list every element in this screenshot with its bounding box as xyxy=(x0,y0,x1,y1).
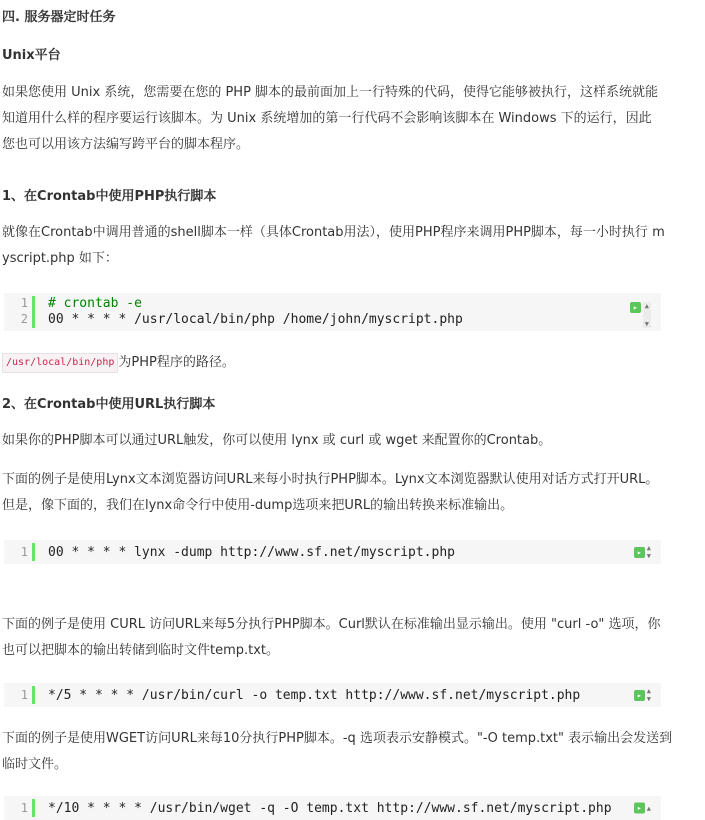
code-block-curl xyxy=(4,683,661,707)
code-line: 00 * * * * /usr/local/bin/php /home/john/myscript.php xyxy=(48,312,463,327)
gutter-bar xyxy=(32,686,35,704)
wget-para-line: 临时文件。 xyxy=(2,757,68,772)
code-block-wget xyxy=(4,796,661,820)
code-line: */10 * * * * /usr/bin/wget -q -O temp.txt http://www.sf.net/myscript.php xyxy=(48,801,612,816)
code-line: */5 * * * * /usr/bin/curl -o temp.txt http://www.sf.net/myscript.php xyxy=(48,688,581,703)
line-number: 1 xyxy=(20,688,28,702)
scroll-up-icon[interactable]: ▲ xyxy=(646,544,651,552)
run-code-icon[interactable]: ▸ xyxy=(634,547,645,558)
run-code-icon[interactable]: ▸ xyxy=(634,803,645,814)
line-number: 2 xyxy=(20,312,28,326)
unix-heading: Unix平台 xyxy=(2,48,61,63)
section1-heading: 1、在Crontab中使用PHP执行脚本 xyxy=(2,189,217,204)
code-block-crontab xyxy=(4,293,661,331)
gutter-bar xyxy=(32,543,35,561)
curl-para-line: 下面的例子是使用 CURL 访问URL来每5分执行PHP脚本。Curl默认在标准输出显示输出。使用 "curl -o" 选项，你 xyxy=(2,617,661,632)
run-code-icon[interactable]: ▸ xyxy=(634,690,645,701)
code-scrollbar[interactable] xyxy=(647,687,651,703)
run-code-icon[interactable]: ▸ xyxy=(630,302,641,313)
code-scrollbar[interactable] xyxy=(647,544,651,560)
code-scrollbar[interactable] xyxy=(643,302,651,328)
section1-para-line: yscript.php 如下： xyxy=(2,251,118,266)
section1-para-line: 就像在Crontab中调用普通的shell脚本一样（具体Crontab用法），使用PHP程序来调用PHP脚本，每一小时执行 m xyxy=(2,225,665,240)
code-block-lynx xyxy=(4,540,661,564)
gutter-bar xyxy=(32,296,35,328)
code-controls xyxy=(634,544,651,560)
curl-para-line: 也可以把脚本的输出转储到临时文件temp.txt。 xyxy=(2,643,280,658)
code-line: 00 * * * * lynx -dump http://www.sf.net/myscript.php xyxy=(48,545,455,560)
lynx-para-line: 下面的例子是使用Lynx文本浏览器访问URL来每小时执行PHP脚本。Lynx文本浏览器默认使用对话方式打开URL。 xyxy=(2,472,659,487)
php-path-line xyxy=(2,352,705,374)
scroll-up-icon[interactable]: ▲ xyxy=(644,302,649,310)
lynx-para-line: 但是，像下面的，我们在lynx命令行中使用-dump选项来把URL的输出转换来标准输出。 xyxy=(2,498,514,513)
unix-para-line: 如果您使用 Unix 系统，您需要在您的 PHP 脚本的最前面加上一行特殊的代码，使得它能够被执行，这样系统就能 xyxy=(2,85,659,100)
section1-paragraph xyxy=(2,220,705,272)
section2-intro xyxy=(2,428,705,454)
scroll-down-icon[interactable]: ▼ xyxy=(646,695,651,703)
unix-para-line: 您也可以用该方法编写跨平台的脚本程序。 xyxy=(2,137,250,152)
section-title: 四. 服务器定时任务 xyxy=(2,10,116,25)
curl-paragraph xyxy=(2,612,705,664)
lynx-paragraph xyxy=(2,467,705,519)
wget-para-line: 下面的例子是使用WGET访问URL来每10分执行PHP脚本。-q 选项表示安静模式。"-O temp.txt" 表示输出会发送到 xyxy=(2,731,673,746)
scroll-up-icon[interactable]: ▲ xyxy=(646,804,651,812)
inline-code: /usr/local/bin/php xyxy=(2,353,118,373)
line-number: 1 xyxy=(20,296,28,310)
unix-para-line: 知道用什么样的程序要运行该脚本。为 Unix 系统增加的第一行代码不会影响该脚本在 Windows 下的运行，因此 xyxy=(2,111,652,126)
scroll-down-icon[interactable]: ▼ xyxy=(644,320,649,328)
code-scrollbar[interactable] xyxy=(647,804,651,812)
unix-paragraph xyxy=(2,80,705,158)
code-controls xyxy=(630,302,651,328)
section2-intro-line: 如果你的PHP脚本可以通过URL触发，你可以使用 lynx 或 curl 或 wget 来配置你的Crontab。 xyxy=(2,433,552,448)
code-controls xyxy=(634,687,651,703)
scroll-down-icon[interactable]: ▼ xyxy=(646,552,651,560)
code-line: # crontab -e xyxy=(48,296,142,311)
section2-heading: 2、在Crontab中使用URL执行脚本 xyxy=(2,397,216,412)
php-path-text: 为PHP程序的路径。 xyxy=(118,355,235,370)
line-number: 1 xyxy=(20,801,28,815)
line-number: 1 xyxy=(20,545,28,559)
code-controls xyxy=(634,803,651,814)
scroll-up-icon[interactable]: ▲ xyxy=(646,687,651,695)
gutter-bar xyxy=(32,799,35,817)
wget-paragraph xyxy=(2,726,705,778)
